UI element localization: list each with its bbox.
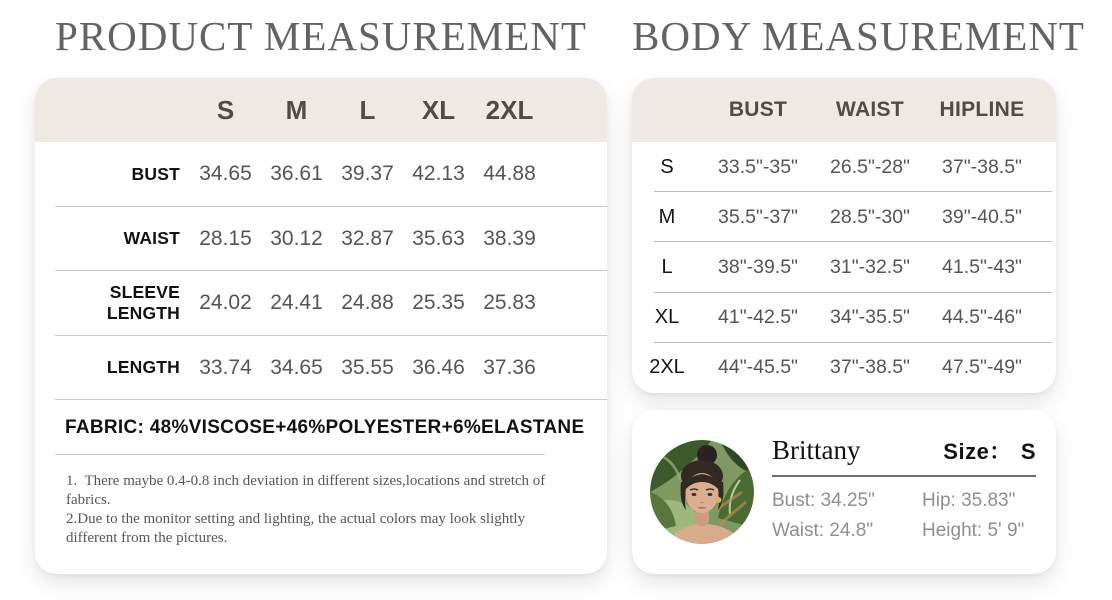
range-cell: 35.5"-37" bbox=[718, 205, 798, 228]
measurement-cell: 24.88 bbox=[341, 291, 394, 315]
size-label: XL bbox=[654, 306, 680, 329]
row-label: WAIST bbox=[123, 228, 180, 249]
measurement-cell: 35.63 bbox=[412, 226, 465, 250]
size-label: M bbox=[658, 205, 676, 228]
size-column-l: L bbox=[359, 94, 376, 125]
measurement-cell: 44.88 bbox=[483, 162, 536, 186]
range-cell: 44.5"-46" bbox=[942, 306, 1022, 329]
model-header bbox=[772, 435, 1036, 466]
table-row-sleeve-length bbox=[35, 271, 607, 336]
range-cell: 37"-38.5" bbox=[942, 155, 1022, 178]
measurement-cell: 36.61 bbox=[270, 162, 323, 186]
table-row-bust bbox=[35, 142, 607, 207]
range-cell: 47.5"-49" bbox=[942, 356, 1022, 379]
range-cell: 33.5"-35" bbox=[718, 155, 798, 178]
measurement-cell: 34.65 bbox=[199, 162, 252, 186]
row-label: SLEEVE LENGTH bbox=[106, 282, 180, 324]
size-label: L bbox=[661, 255, 673, 278]
column-bust: BUST bbox=[728, 98, 788, 121]
measurement-cell: 42.13 bbox=[412, 162, 465, 186]
measurement-cell: 39.37 bbox=[341, 162, 394, 186]
table-row-length bbox=[35, 336, 607, 401]
range-cell: 37"-38.5" bbox=[830, 356, 910, 379]
size-column-s: S bbox=[216, 94, 235, 125]
size-value: S bbox=[1020, 439, 1036, 464]
body-row-m bbox=[632, 192, 1056, 242]
product-measurement-title: PRODUCT MEASUREMENT bbox=[55, 13, 587, 59]
size-column-2xl: 2XL bbox=[485, 94, 534, 125]
model-info bbox=[772, 435, 1036, 542]
note-2: 2.Due to the monitor setting and lighting, the actual colors may look slightly different from the pictures. bbox=[66, 511, 526, 546]
fabric-composition bbox=[35, 400, 607, 455]
size-column-xl: XL bbox=[421, 94, 456, 125]
size-column-m: M bbox=[285, 94, 308, 125]
body-measurement-title: BODY MEASUREMENT bbox=[632, 13, 1085, 59]
model-waist: Waist: 24.8" bbox=[772, 520, 874, 541]
body-row-s bbox=[632, 142, 1056, 192]
range-cell: 41"-42.5" bbox=[718, 306, 798, 329]
range-cell: 31"-32.5" bbox=[830, 255, 910, 278]
row-label: LENGTH bbox=[106, 357, 180, 378]
product-measurement-card bbox=[35, 78, 607, 574]
range-cell: 28.5"-30" bbox=[830, 205, 910, 228]
body-row-xl bbox=[632, 293, 1056, 343]
measurement-notes bbox=[35, 455, 607, 547]
row-label: BUST bbox=[131, 163, 180, 184]
body-table-header bbox=[632, 78, 1056, 142]
size-label: S bbox=[660, 155, 674, 178]
range-cell: 39"-40.5" bbox=[942, 205, 1022, 228]
measurement-cell: 33.74 bbox=[199, 355, 252, 379]
column-hipline: HIPLINE bbox=[939, 98, 1025, 121]
measurement-cell: 25.35 bbox=[412, 291, 465, 315]
measurement-cell: 38.39 bbox=[483, 226, 536, 250]
range-cell: 41.5"-43" bbox=[942, 255, 1022, 278]
measurement-cell: 24.41 bbox=[270, 291, 323, 315]
model-stats bbox=[772, 490, 1036, 542]
measurement-cell: 28.15 bbox=[199, 226, 252, 250]
measurement-cell: 36.46 bbox=[412, 355, 465, 379]
model-bust: Bust: 34.25" bbox=[772, 490, 875, 511]
measurement-cell: 34.65 bbox=[270, 355, 323, 379]
measurement-cell: 24.02 bbox=[199, 291, 252, 315]
table-row-waist bbox=[35, 207, 607, 272]
measurement-cell: 25.83 bbox=[483, 291, 536, 315]
measurement-cell: 30.12 bbox=[270, 226, 323, 250]
body-measurement-card bbox=[632, 78, 1056, 393]
measurement-cell: 32.87 bbox=[341, 226, 394, 250]
product-table-header bbox=[35, 78, 607, 142]
size-label: 2XL bbox=[649, 356, 685, 379]
note-1: 1. There maybe 0.4-0.8 inch deviation in different sizes,locations and stretch of fabrics. bbox=[66, 473, 546, 508]
model-size bbox=[943, 435, 1036, 466]
size-label: Size： bbox=[943, 439, 1012, 464]
measurement-cell: 35.55 bbox=[341, 355, 394, 379]
measurement-cell: 37.36 bbox=[483, 355, 536, 379]
body-row-l bbox=[632, 242, 1056, 292]
fabric-text: FABRIC: 48%VISCOSE+46%POLYESTER+6%ELASTANE bbox=[65, 416, 585, 438]
model-card bbox=[632, 410, 1056, 574]
range-cell: 34"-35.5" bbox=[830, 306, 910, 329]
model-height: Height: 5' 9" bbox=[922, 520, 1025, 541]
model-photo-illustration bbox=[650, 440, 754, 544]
model-hip: Hip: 35.83" bbox=[922, 490, 1016, 511]
range-cell: 44"-45.5" bbox=[718, 356, 798, 379]
range-cell: 26.5"-28" bbox=[830, 155, 910, 178]
body-row-2xl bbox=[632, 343, 1056, 393]
column-waist: WAIST bbox=[836, 98, 904, 121]
range-cell: 38"-39.5" bbox=[718, 255, 798, 278]
divider bbox=[772, 475, 1036, 477]
model-photo bbox=[650, 440, 754, 544]
model-name: Brittany bbox=[772, 435, 861, 465]
